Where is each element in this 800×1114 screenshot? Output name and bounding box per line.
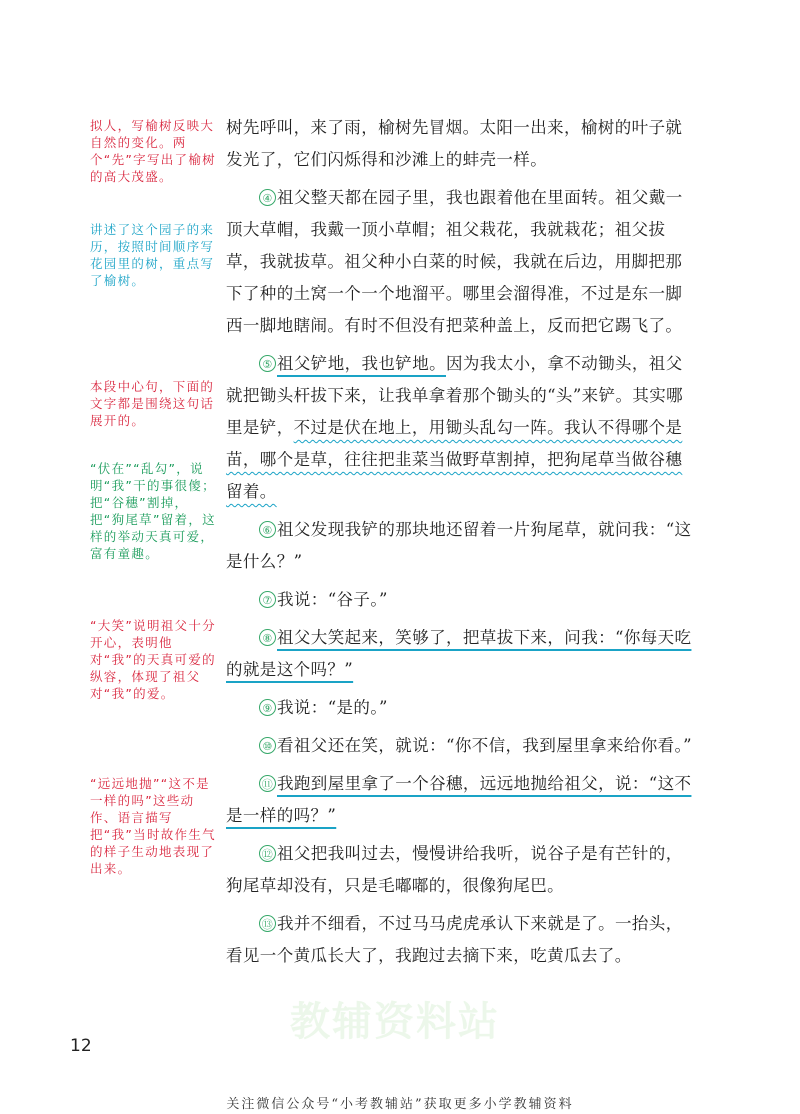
page-number: 12: [70, 1036, 92, 1056]
paragraph-number: ⑧: [259, 629, 276, 646]
paragraph-number: ⑦: [259, 591, 276, 608]
paragraph-number: ⑪: [259, 775, 276, 792]
paragraph-number: ⑫: [259, 845, 276, 862]
margin-note-garden-origin: 讲述了这个园子的来历，按照时间顺序写花园里的树，重点写了榆树。: [90, 222, 215, 288]
underlined-text: 祖父大笑起来，笑够了，把草拔下来，问我：“你每天吃的就是这个吗？”: [226, 628, 692, 679]
paragraph-number: ⑥: [259, 521, 276, 538]
paragraph-9: ⑨ 我说：“是的。”: [226, 692, 696, 724]
paragraph-number: ④: [259, 189, 276, 206]
paragraph-8: [226, 622, 696, 686]
paragraph-4: ④ 祖父整天都在园子里，我也跟着他在里面转。祖父戴一顶大草帽，我戴一顶小草帽；祖父栽花，我就栽花；祖父拔草，我就拔草。祖父种小白菜的时候，我就在后边，用脚把那下了种的土窝一个一个地溜平。哪里会溜得准，不过是东一脚西一脚地瞎闹。有时不但没有把菜种盖上，反而把它踢飞了。: [226, 188, 683, 335]
underlined-text: 我跑到屋里拿了一个谷穗，远远地抛给祖父，说：“这不是一样的吗？”: [226, 774, 692, 825]
margin-note-throwing: “远远地抛”“这不是一样的吗”这些动作、语言描写把“我”当时故作生气的样子生动地表现了出来。: [90, 776, 216, 876]
paragraph-10: ⑩ 看祖父还在笑，就说：“你不信，我到屋里拿来给你看。”: [226, 730, 696, 762]
paragraph-12: ⑫ 祖父把我叫过去，慢慢讲给我听，说谷子是有芒针的，狗尾草却没有，只是毛嘟嘟的，很像狗尾巴。: [226, 844, 683, 895]
main-text: [226, 112, 696, 978]
margin-note-central-sentence: 本段中心句，下面的文字都是围绕这句话展开的。: [90, 379, 215, 428]
paragraph-number: ⑬: [259, 915, 276, 932]
underlined-central-sentence: 祖父铲地，我也铲地。: [277, 354, 446, 373]
paragraph-5: ⑤ 祖父铲地，我也铲地。因为我太小，拿不动锄头，祖父就把锄头杆拔下来，让我单拿着那个锄头的“头”来铲。其实哪里是铲，不过是伏在地上，用锄头乱勾一阵。我认不得哪个是苗，哪个是草，往往把韭菜当做野草割掉，把狗尾草当做谷穗留着。: [226, 354, 684, 501]
paragraph-number: ⑩: [259, 737, 276, 754]
paragraph-7: ⑦ 我说：“谷子。”: [226, 584, 696, 616]
paragraph-6: ⑥ 祖父发现我铲的那块地还留着一片狗尾草，就问我：“这是什么？”: [226, 520, 692, 571]
paragraph-11: [226, 768, 696, 832]
paragraph-13: ⑬ 我并不细看，不过马马虎虎承认下来就是了。一抬头，看见一个黄瓜长大了，我跑过去摘下来，吃黄瓜去了。: [226, 914, 683, 965]
watermark: 教辅资料站: [290, 999, 500, 1045]
margin-note-childlike-fun: “伏在”“乱勾”，说明“我”干的事很傻；把“谷穗”割掉，把“狗尾草”留着，这样的举动天真可爱，富有童趣。: [90, 461, 216, 561]
footer-note: 关注微信公众号“小考教辅站”获取更多小学教辅资料: [226, 1097, 574, 1112]
paragraph-number: ⑤: [259, 355, 276, 372]
wavy-underlined-text: 不过是伏在地上，用锄头乱勾一阵。我认不得哪个是苗，哪个是草，往往把韭菜当做野草割掉，把狗尾草当做谷穗留着。: [226, 418, 683, 501]
margin-note-laughing: “大笑”说明祖父十分开心，表明他对“我”的天真可爱的纵容，体现了祖父对“我”的爱。: [90, 618, 216, 701]
margin-note-elm-personification: 拟人，写榆树反映大自然的变化。两个“先”字写出了榆树的高大茂盛。: [90, 118, 216, 184]
paragraph-number: ⑨: [259, 699, 276, 716]
paragraph-3-tail: 树先呼叫，来了雨，榆树先冒烟。太阳一出来，榆树的叶子就发光了，它们闪烁得和沙滩上的蚌壳一样。: [226, 118, 683, 169]
